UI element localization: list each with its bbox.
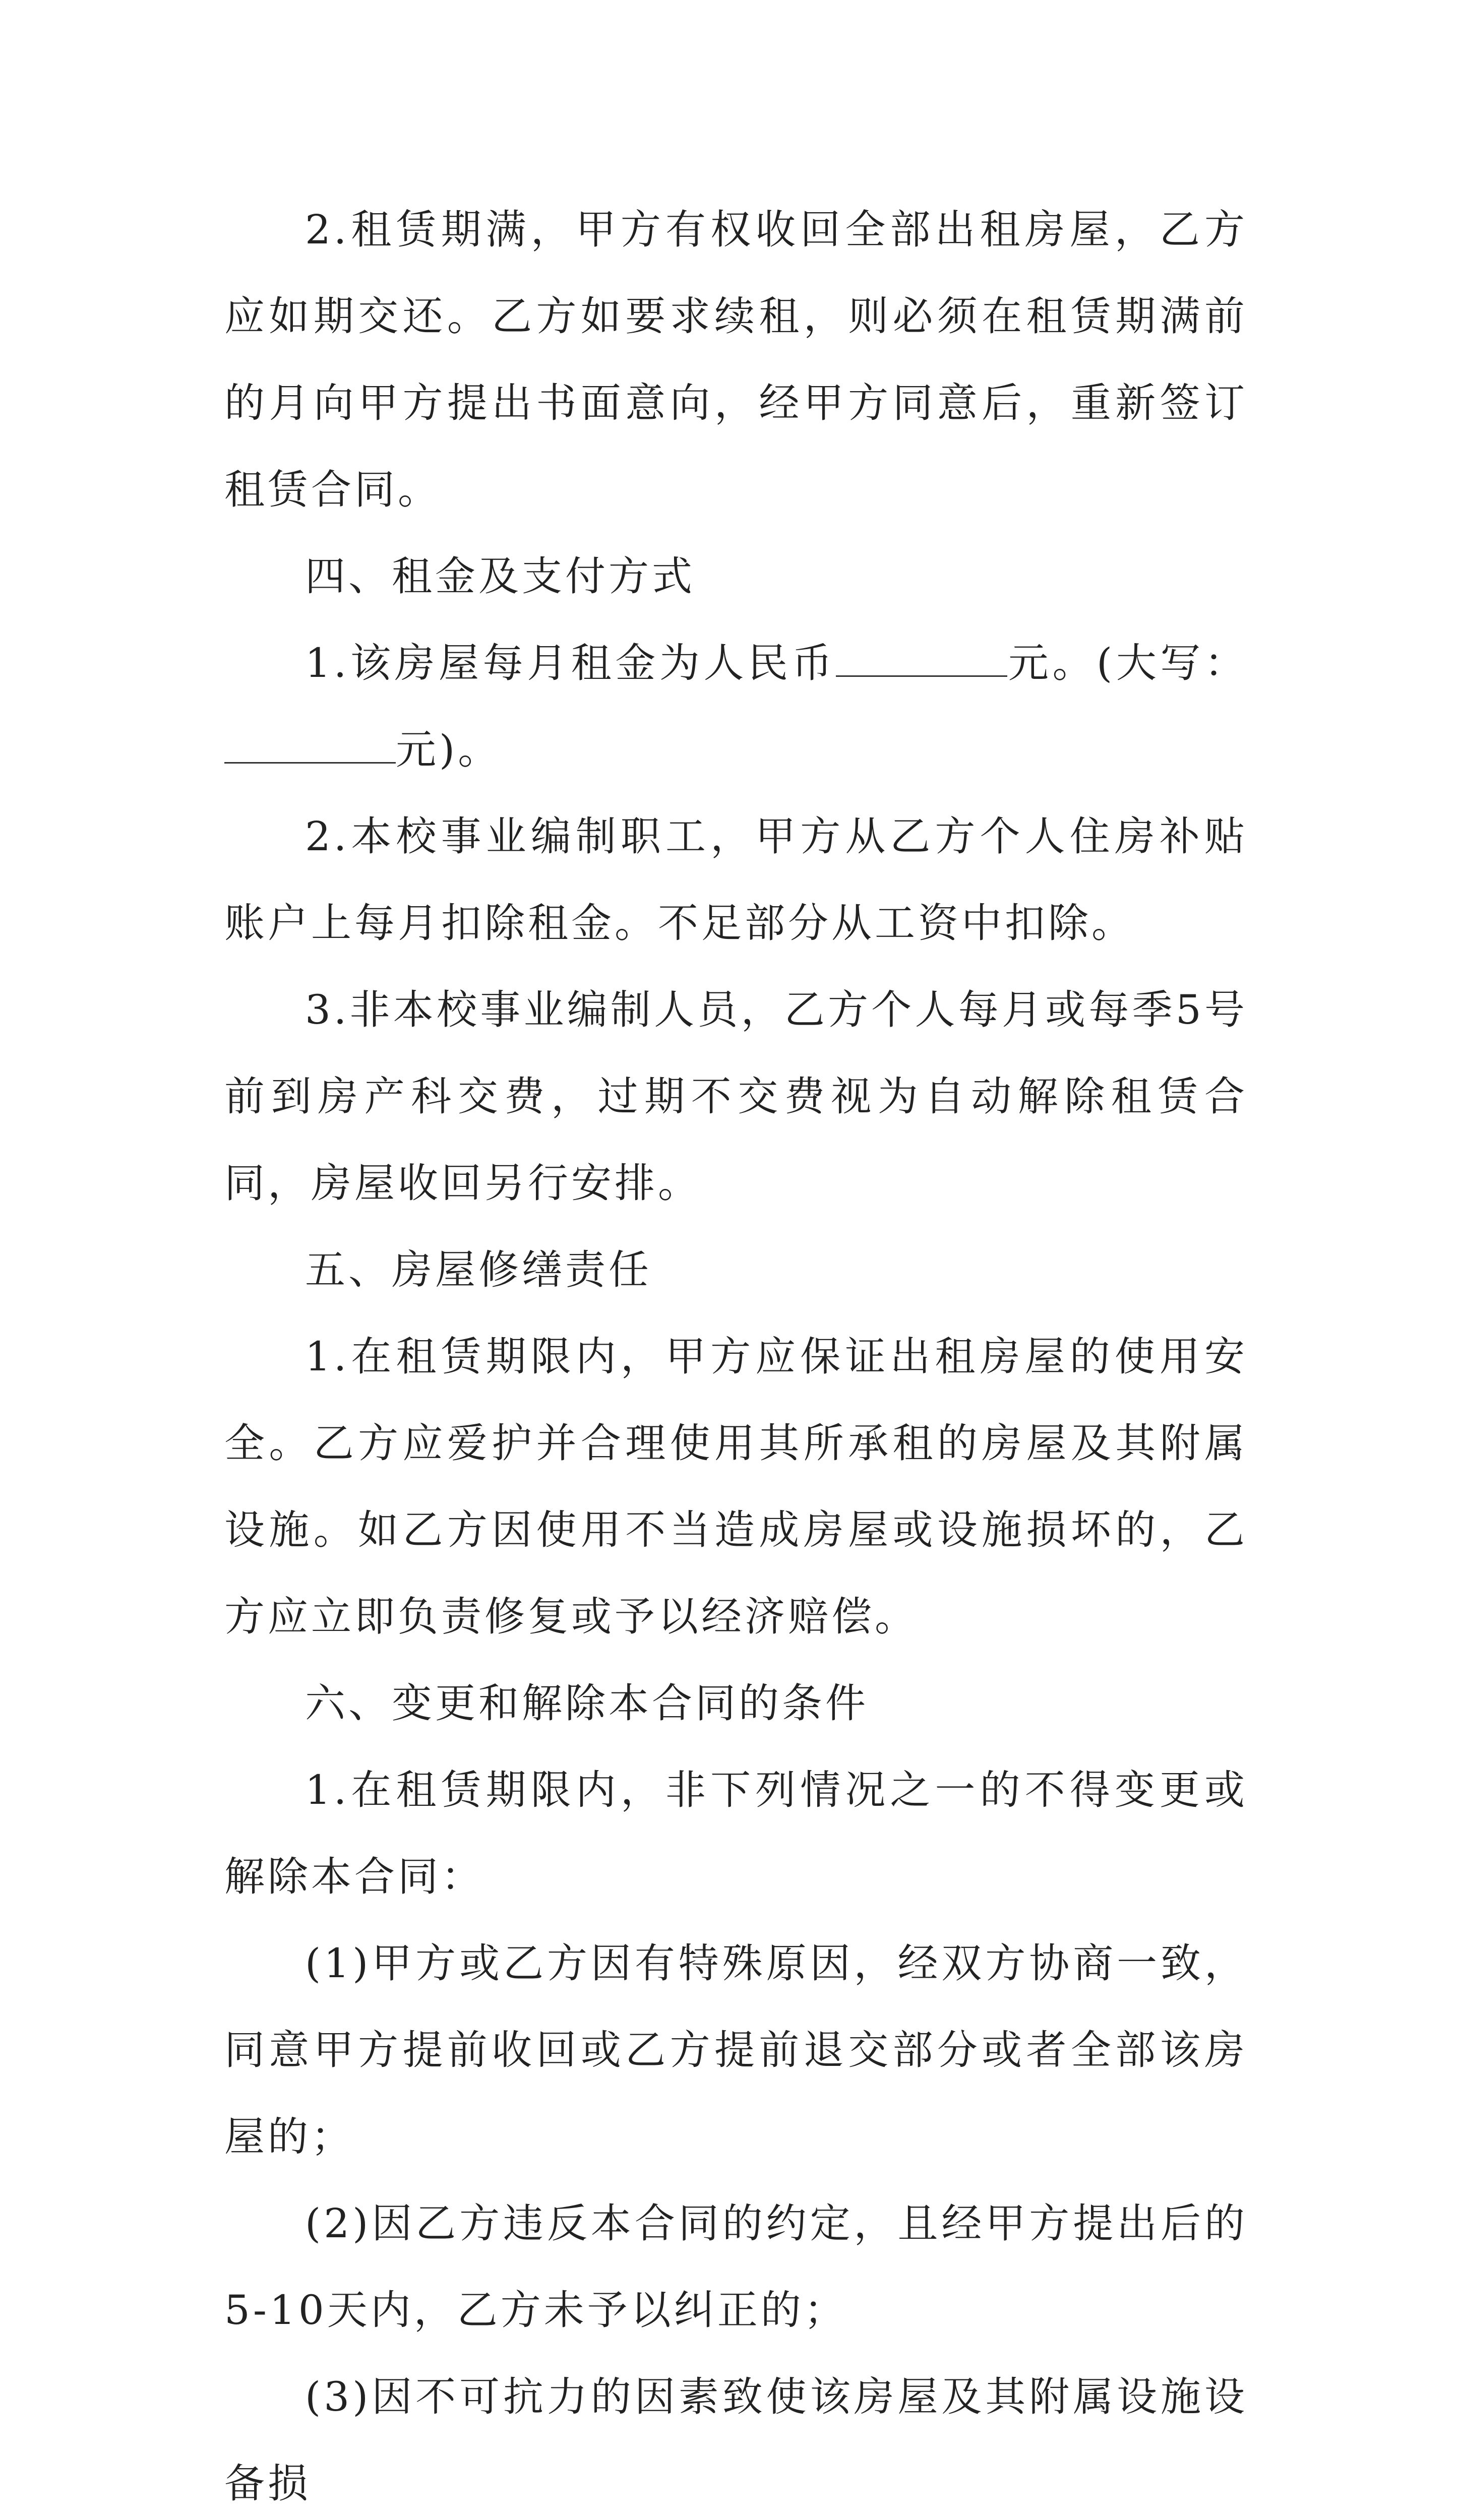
heading-rent-and-payment: 四、租金及支付方式	[305, 553, 695, 600]
paragraph-repair-duty: 1.在租赁期限内，甲方应保证出租房屋的使用安全。乙方应爱护并合理使用其所承租的房屋及其附属设施。如乙方因使用不当造成房屋或设施损坏的，乙方应立即负责修复或予以经济赔偿。	[224, 1333, 1248, 1640]
rent-middle: 元。(大写：	[1007, 640, 1248, 686]
paragraph-condition-1: (1)甲方或乙方因有特殊原因，经双方协商一致，同意甲方提前收回或乙方提前退交部分或者全部该房屋的；	[224, 1940, 1248, 2160]
heading-repair-responsibility: 五、房屋修缮责任	[305, 1246, 652, 1293]
document-body	[224, 186, 1248, 2520]
paragraph-staff-deduction: 2.本校事业编制职工，甲方从乙方个人住房补贴账户上每月扣除租金。不足部分从工资中扣除。	[224, 813, 1248, 947]
paragraph-monthly-rent	[224, 620, 1248, 793]
paragraph-condition-3: (3)因不可抗力的因素致使该房屋及其附属设施设备损	[224, 2373, 1248, 2507]
rent-suffix: 元)。	[396, 726, 502, 773]
rent-amount-blank[interactable]	[836, 636, 1007, 677]
paragraph-termination-conditions: 1.在租赁期限内，非下列情况之一的不得变更或解除本合同：	[224, 1767, 1248, 1900]
paragraph-non-staff-payment: 3.非本校事业编制人员，乙方个人每月或每季5号前到房产科交费，过期不交费视为自动解除租赁合同，房屋收回另行安排。	[224, 986, 1248, 1207]
rent-amount-uppercase-blank[interactable]	[224, 723, 396, 764]
paragraph-condition-2: (2)因乙方违反本合同的约定，且经甲方提出后的5-10天内，乙方未予以纠正的；	[224, 2200, 1248, 2334]
paragraph-lease-expiry: 2.租赁期满，甲方有权收回全部出租房屋，乙方应如期交还。乙方如要求续租，则必须在租赁期满前的月向甲方提出书面意向，经甲方同意后，重新签订租赁合同。	[224, 206, 1248, 513]
rent-prefix: 1.该房屋每月租金为人民币	[305, 640, 836, 686]
heading-change-termination: 六、变更和解除本合同的条件	[305, 1680, 869, 1727]
